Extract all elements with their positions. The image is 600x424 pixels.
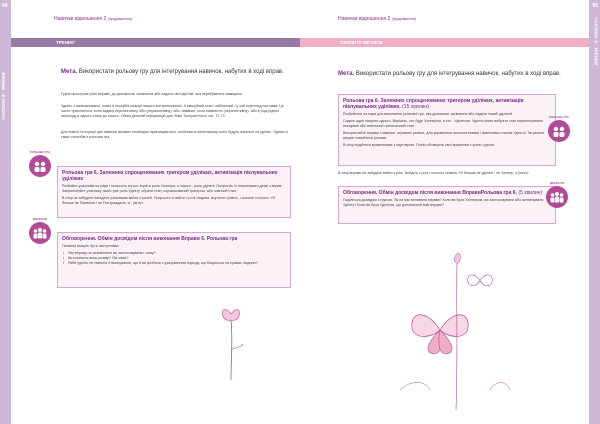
- running-header: [54, 16, 132, 22]
- goal-label: Мета.: [338, 71, 355, 77]
- role-play-title-text: Рольова гра 6. Залежних спрощенованих тригером уділіжих, активізація піклувальних уділіжих.: [343, 98, 524, 110]
- section-band: ОХОПИТЕ МІГАЕЛЕ: [300, 38, 589, 47]
- duration-note: (15 хвилин): [402, 104, 429, 110]
- role-play-title: [343, 98, 551, 110]
- duration-note: (5 хвилин): [518, 190, 543, 196]
- right-side-label: ЧАСТИНА 8 · ТРЕНІНГ: [594, 17, 599, 66]
- running-header: [338, 16, 416, 22]
- badge-label: РОЛЬОВА ГРА: [30, 150, 50, 154]
- running-header-text: Навички відношення 2: [338, 16, 391, 22]
- discussion-title-text: Обговорення. Обмін досвідом після виконання ВправиРольова гра 6.: [343, 190, 517, 196]
- group-icon: [546, 186, 568, 208]
- question-item: • Яку вправу на заземлення ви застосовували і чому?: [62, 251, 286, 256]
- discussion-title: Обговорення. Обмін досвідом після виконання Вправи 6. Рольова гра: [62, 236, 238, 242]
- paragraph: Уділіть з занепанованої, кожні 6 емоційні реакції нашого контрольованої. 9 емоційний стан / кабінетний / у чий перегляд наставки. Це часто трапляється, коли задану перспективну, або (перспективну), або, наявних, коли наявністю (перспективну), або в роді рідних переходу в одного стану до іншого. Обмін деталей інформацій дня. Вівсі Толерантності стр. 72-73.: [61, 104, 284, 118]
- role-play-box: [338, 94, 556, 166]
- after-text: В кінці вправи не забудьте вийти з ролі. Вийдіть з ролі і голосно скажіть «Я більше не уділені / не Хелпер, я (ім'я)».: [338, 171, 530, 175]
- role-play-text: Сядьте один напроти одного. Вирішіть, хто буде Хелпером, а хто - Уділеною. Уділіта може вибрати стан перепонування емоціями або агатичний гриличичний стан.: [343, 119, 543, 128]
- badge-label: ДИСКУСІЯ: [549, 181, 565, 185]
- left-side-label: ЧАСТИНА 8 · ТРЕНІНГ: [1, 71, 6, 120]
- question-list: [62, 251, 286, 266]
- goal-statement: [338, 71, 578, 78]
- group-icon: [29, 222, 51, 244]
- role-play-text: В кінці подійтеся враженнями з партнером. Потім обговоріть свої враження з усією групою.: [343, 143, 496, 147]
- right-side-tab: [589, 0, 600, 424]
- badge-label: РОЛЬОВА ГРА: [549, 115, 569, 119]
- role-play-text: Розбийтеся на пари для виконання рольової гри, яка допоможе засвоєння або надати інший уділеній.: [343, 112, 514, 116]
- role-play-text: В кінці не забудьте нагадати учасникам вийти з ролей. Попросіть їх вийти з ролі людини, яку вони грають, і сказати голосно: «Я більше не Помічник / не Постраждала, я - (ім'я)».: [62, 196, 275, 205]
- discussion-intro: Питання можуть бути наступними:: [62, 244, 120, 248]
- goal-text: Використати рольову гру для інтегрування навичок, набутих в ході вправ.: [355, 71, 561, 77]
- paragraph: Група прослухає різні вправи, до допомогою засвоєння або надати свої ідеї/лій, яка перебувана в заміщенні.: [61, 92, 244, 96]
- badge-label: ДИСКУСІЯ: [32, 217, 48, 221]
- goal-text: Використати рольову гру для інтегрування навичок, набутих в ході вправ.: [78, 69, 284, 75]
- right-page: [300, 0, 589, 424]
- role-play-text: Використайте вправи і навички, отримані раніше, для управління психологічними і фізичними станом Уділітої. Зв рекомт кінцеві помийтеся ролями.: [343, 131, 545, 140]
- goal-label: Мета.: [61, 69, 78, 75]
- discussion-title: [343, 190, 551, 196]
- question-item: • Ви помітили якісь розмір? Які саме?: [62, 256, 286, 261]
- left-page: [11, 0, 300, 424]
- discussion-box: [338, 186, 556, 224]
- people-pair-icon: [548, 120, 570, 142]
- question-item: • Якби уділіть не хвилітів б вмочування, що б ви зробили з урахуванням підходу, що базуються на правах людини?: [62, 261, 286, 266]
- left-page-number: 94: [2, 3, 8, 9]
- discussion-text: Поділіться досвідом з групою. Як на вас впливала вправа? Коли ви були Хелпером, які застосовували або активізували Уділіту? Коли ви були Уділітою, що допомагали вам вправи?: [343, 198, 544, 207]
- right-page-number: 95: [592, 3, 598, 9]
- flower-sketch-icon: [211, 300, 251, 380]
- role-play-box: [57, 166, 291, 218]
- butterfly-icon: [370, 240, 530, 420]
- role-play-title: Рольова гра 6. Залежних спрощенованих тригером уділіжих, активізація піклувальних уділіжих: [62, 170, 278, 182]
- section-band: ТРЕНІНГ: [11, 38, 300, 47]
- running-header-text: Навички відношення 2: [54, 16, 107, 22]
- paragraph: Для повної інтеграції цих навичок активно необхідно практикуватися, особливо в маленькому осені будуть нагальні на уділіть. Одним із таких способів є рольова гра.: [61, 130, 288, 139]
- role-play-text: Розбийте учасників на пари і попросіть когось зіграти роль Хелпера, а іншого - роль уділені. Попросіть їх потренувати деякі з вправ. Запропонуйте учаснику, який грає роль Уділіту, обрати стан, спровокований тригером, або знанний стан.: [62, 184, 283, 193]
- left-side-tab: [0, 0, 11, 424]
- goal-statement: [61, 69, 289, 76]
- running-header-note: (продовження): [107, 17, 133, 21]
- running-header-note: (продовження): [391, 17, 417, 21]
- discussion-box: [57, 232, 291, 288]
- people-pair-icon: [29, 155, 51, 177]
